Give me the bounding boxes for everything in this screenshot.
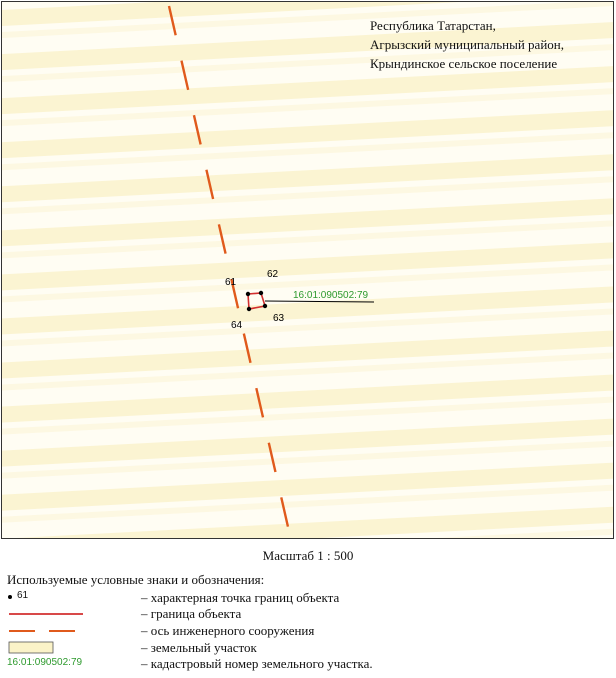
- map-frame: [1, 1, 614, 539]
- region-line-3: Крындинское сельское поселение: [370, 56, 558, 71]
- axis-dashed-symbol: [7, 623, 117, 639]
- legend-row-point: [7, 590, 607, 606]
- cadastral-sample-label: 16:01:090502:79: [7, 657, 83, 668]
- legend-row-parcel: [7, 640, 607, 656]
- region-line-2: Агрызский муниципальный район,: [370, 37, 564, 52]
- land-parcel-background: [2, 2, 614, 539]
- legend-desc-axis: – ось инженерного сооружения: [141, 623, 315, 638]
- point-dot-icon: [8, 595, 12, 599]
- map-canvas: [2, 2, 614, 539]
- scale-label: Масштаб 1 : 500: [262, 548, 354, 563]
- point-63-marker: [263, 304, 267, 308]
- point-64-label: 64: [231, 320, 243, 331]
- cadastral-number-symbol: [7, 656, 117, 672]
- land-parcel-symbol: [7, 640, 117, 656]
- legend-row-boundary: [7, 606, 607, 622]
- characteristic-point-symbol: [7, 590, 117, 606]
- legend-title: Используемые условные знаки и обозначения:: [7, 572, 265, 587]
- point-62-label: 62: [267, 269, 279, 280]
- legend-desc-point: – характерная точка границ объекта: [141, 590, 340, 605]
- boundary-line-symbol: [7, 606, 117, 622]
- legend-desc-parcel: – земельный участок: [141, 640, 257, 655]
- point-61-label: 61: [225, 277, 237, 288]
- legend-row-axis: [7, 623, 607, 639]
- point-63-label: 63: [273, 313, 285, 324]
- point-64-marker: [247, 307, 251, 311]
- legend-desc-boundary: – граница объекта: [141, 606, 242, 621]
- point-62-marker: [259, 291, 263, 295]
- region-line-1: Республика Татарстан,: [370, 18, 496, 33]
- legend-desc-cadastral: – кадастровый номер земельного участка.: [141, 656, 373, 671]
- region-label: [370, 16, 564, 73]
- cadastral-number-label: 16:01:090502:79: [293, 290, 369, 301]
- legend-row-cadastral: [7, 656, 607, 672]
- point-sample-label: 61: [17, 590, 29, 601]
- point-61-marker: [246, 292, 250, 296]
